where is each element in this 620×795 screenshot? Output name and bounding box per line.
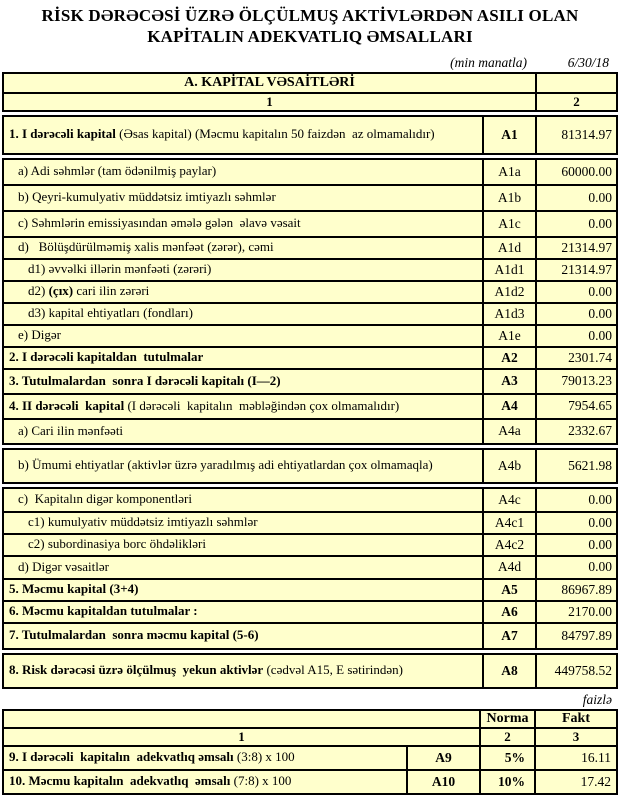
ratio-table [2, 709, 618, 795]
row-value-cell [535, 212, 616, 236]
row-code-text: A1c [498, 215, 521, 231]
row-value-text: 21314.97 [561, 261, 612, 277]
row-value-cell [535, 602, 616, 622]
row-value-cell [535, 238, 616, 258]
row-value-text: 0.00 [588, 559, 612, 574]
row-code-cell [482, 513, 535, 533]
row-code-cell [406, 771, 479, 793]
row-label-text: d1) əvvəlki illərin mənfəəti (zərəri) [28, 261, 212, 277]
capital-row-A1c [2, 210, 618, 238]
row-code-cell [482, 489, 535, 511]
row-code-text: A2 [501, 349, 518, 365]
row-label-text: 6. Məcmu kapitaldan tutulmalar : [9, 603, 198, 619]
row-label-cell [4, 348, 482, 368]
row-label-cell [4, 370, 482, 393]
row-value-cell [535, 186, 616, 210]
row-label-cell [4, 212, 482, 236]
ratio-column-number-3: 3 [534, 729, 616, 745]
row-code-cell [482, 655, 535, 687]
capital-row-A3 [2, 368, 618, 395]
row-value-text: 21314.97 [561, 239, 612, 255]
row-code-text: A4b [497, 457, 522, 473]
row-label-cell [4, 282, 482, 302]
row-label-text: 8. Risk dərəcəsi üzrə ölçülmuş yekun aktivlər (cədvəl A15, E sətirindən) [9, 662, 403, 678]
row-code-text: A4c2 [494, 536, 525, 552]
capital-row-A1e [2, 324, 618, 348]
row-value-text: 2332.67 [568, 423, 612, 438]
row-code-text: A4c [498, 491, 521, 507]
row-code-cell [406, 747, 479, 769]
row-value-text: 0.00 [588, 283, 612, 299]
capital-row-A4a [2, 418, 618, 445]
row-value-cell [535, 348, 616, 368]
row-value-cell [535, 420, 616, 443]
row-value-text: 0.00 [588, 189, 612, 205]
row-code-text: A1d [497, 239, 522, 255]
row-label-text: c) Səhmlərin emissiyasından əmələ gələn əlavə vəsait [18, 215, 301, 231]
page-title [2, 5, 618, 48]
row-code-cell [482, 117, 535, 153]
row-value-cell [535, 580, 616, 600]
row-code-text: A1e [498, 327, 521, 343]
capital-row-A1b [2, 184, 618, 212]
row-code-text: A1a [498, 163, 521, 179]
row-code-cell [482, 580, 535, 600]
row-code-text: A1d3 [494, 305, 525, 321]
capital-row-A1a [2, 158, 618, 186]
capital-row-A1d1 [2, 258, 618, 282]
row-value-text: 2170.00 [568, 603, 612, 619]
row-code-cell [482, 370, 535, 393]
row-label-cell [4, 747, 406, 769]
capital-table-section-header-row [2, 72, 618, 94]
row-value-cell [535, 535, 616, 555]
row-code-text: A10 [431, 773, 456, 789]
row-value-text: 0.00 [588, 536, 612, 552]
row-value-cell [535, 489, 616, 511]
page-title-line2: KAPİTALIN ADEKVATLIQ ƏMSALLARI [147, 27, 473, 47]
row-label-text: 5. Məcmu kapital (3+4) [9, 581, 139, 597]
row-code-text: A1b [497, 189, 522, 205]
row-label-text: 2. I dərəcəli kapitaldan tutulmalar [9, 349, 204, 365]
row-code-text: A6 [501, 603, 518, 619]
ratio-table-header-row [2, 709, 618, 729]
row-code-text: A3 [501, 373, 518, 388]
row-norma-text: 5% [504, 749, 525, 765]
row-value-text: 449758.52 [554, 662, 612, 678]
report-date: 6/30/18 [567, 54, 609, 70]
row-code-cell [482, 282, 535, 302]
row-value-text: 0.00 [588, 305, 612, 321]
row-norma-text: 10% [498, 773, 525, 789]
row-value-cell [535, 557, 616, 578]
row-label-cell [4, 260, 482, 280]
row-value-cell [535, 513, 616, 533]
row-value-cell [535, 655, 616, 687]
capital-row-A1d3 [2, 302, 618, 326]
row-value-text: 86967.89 [561, 581, 612, 597]
row-code-cell [482, 348, 535, 368]
row-label-text: e) Digər [18, 327, 61, 343]
capital-row-A7 [2, 622, 618, 650]
row-code-cell [482, 535, 535, 555]
row-label-cell [4, 655, 482, 687]
row-label-cell [4, 450, 482, 482]
row-code-text: A4a [498, 423, 521, 438]
meta-line [2, 55, 618, 71]
row-label-cell [4, 535, 482, 555]
capital-row-A4 [2, 393, 618, 420]
row-label-cell [4, 557, 482, 578]
row-label-cell [4, 304, 482, 324]
ratio-row-A9 [2, 745, 618, 771]
row-label-cell [4, 771, 406, 793]
row-value-cell [535, 450, 616, 482]
row-label-text: a) Adi səhmlər (tam ödənilmiş paylar) [18, 163, 217, 179]
row-value-text: 79013.23 [561, 373, 612, 388]
row-value-text: 0.00 [588, 491, 612, 507]
row-value-text: 0.00 [588, 215, 612, 231]
row-label-cell [4, 624, 482, 648]
section-header-empty-cell [535, 74, 616, 92]
row-value-text: 84797.89 [561, 627, 612, 643]
row-label-cell [4, 489, 482, 511]
row-code-text: A1d1 [494, 261, 525, 277]
row-code-text: A1 [501, 126, 518, 142]
row-value-cell [535, 282, 616, 302]
row-code-cell [482, 212, 535, 236]
row-code-cell [482, 557, 535, 578]
row-label-cell [4, 326, 482, 346]
capital-row-A1d [2, 236, 618, 260]
row-code-text: A8 [501, 662, 518, 678]
row-label-text: 4. II dərəcəli kapital (I dərəcəli kapitalın məbləğindən çox olmamalıdır) [9, 397, 400, 413]
row-value-cell [535, 326, 616, 346]
row-value-text: 7954.65 [568, 398, 612, 413]
row-value-cell [535, 117, 616, 153]
row-label-text: b) Ümumi ehtiyatlar (aktivlər üzrə yaradılmış adi ehtiyatlardan çox olmamaqla) [18, 457, 433, 473]
capital-table-column-number-row [2, 92, 618, 112]
row-code-cell [482, 450, 535, 482]
row-value-cell [535, 260, 616, 280]
unit-note: (min manatla) [450, 54, 527, 70]
row-code-cell [482, 160, 535, 184]
row-norma-cell [479, 747, 534, 769]
row-label-text: d) Digər vəsaitlər [18, 558, 109, 574]
row-code-cell [482, 624, 535, 648]
row-label-cell [4, 117, 482, 153]
section-header-cell: A. KAPİTAL VƏSAİTLƏRİ [184, 74, 355, 90]
capital-row-A8 [2, 653, 618, 689]
row-code-text: A4d [497, 559, 522, 574]
row-code-text: A4c1 [494, 514, 525, 530]
ratio-header-norma: Norma [479, 711, 534, 727]
row-label-cell [4, 160, 482, 184]
row-label-text: 3. Tutulmalardan sonra I dərəcəli kapitalı (I—2) [9, 372, 281, 388]
page-title-line1: RİSK DƏRƏCƏSİ ÜZRƏ ÖLÇÜLMUŞ AKTİVLƏRDƏN ASILI OLAN [41, 6, 579, 25]
capital-row-A1 [2, 115, 618, 155]
row-code-text: A7 [501, 627, 518, 643]
ratio-header-empty-cell [4, 711, 479, 727]
row-code-cell [482, 304, 535, 324]
capital-row-A4c1 [2, 511, 618, 535]
ratio-column-number-2: 2 [479, 729, 534, 745]
row-label-text: 9. I dərəcəli kapitalın adekvatlıq əmsalı (3:8) x 100 [9, 749, 295, 765]
row-fakt-text: 17.42 [580, 773, 611, 789]
ratio-header-fakt: Fakt [534, 711, 616, 727]
row-code-text: A5 [501, 581, 518, 597]
row-label-cell [4, 513, 482, 533]
row-label-text: 1. I dərəcəli kapital (Əsas kapital) (Məcmu kapitalın 50 faizdən az olmamalıdır) [9, 126, 435, 142]
row-code-text: A4 [501, 398, 518, 413]
row-value-text: 5621.98 [568, 457, 612, 473]
row-code-cell [482, 186, 535, 210]
capital-row-A4c2 [2, 533, 618, 557]
row-code-text: A9 [435, 749, 452, 765]
capital-row-A5 [2, 578, 618, 602]
capital-row-A2 [2, 346, 618, 370]
row-value-cell [535, 304, 616, 324]
row-norma-cell [479, 771, 534, 793]
row-code-cell [482, 420, 535, 443]
capital-row-A4d [2, 555, 618, 580]
row-code-cell [482, 238, 535, 258]
row-code-cell [482, 602, 535, 622]
row-code-text: A1d2 [494, 283, 525, 299]
row-label-cell [4, 580, 482, 600]
row-fakt-cell [534, 747, 616, 769]
row-label-cell [4, 186, 482, 210]
row-value-cell [535, 160, 616, 184]
row-value-cell [535, 395, 616, 418]
row-value-text: 0.00 [588, 514, 612, 530]
row-label-cell [4, 395, 482, 418]
row-label-text: b) Qeyri-kumulyativ müddətsiz imtiyazlı səhmlər [18, 189, 276, 205]
row-label-text: d2) (çıx) cari ilin zərəri [28, 283, 150, 299]
row-code-cell [482, 326, 535, 346]
capital-row-A4c [2, 487, 618, 513]
row-value-cell [535, 370, 616, 393]
row-label-cell [4, 238, 482, 258]
row-label-cell [4, 420, 482, 443]
row-value-text: 2301.74 [568, 349, 612, 365]
row-value-cell [535, 624, 616, 648]
column-number-1: 1 [266, 93, 273, 109]
row-label-text: a) Cari ilin mənfəəti [18, 422, 124, 438]
row-code-cell [482, 395, 535, 418]
row-value-text: 0.00 [588, 327, 612, 343]
row-label-text: 10. Məcmu kapitalın adekvatlıq əmsalı (7:8) x 100 [9, 773, 292, 789]
row-label-text: c1) kumulyativ müddətsiz imtiyazlı səhmlər [28, 514, 258, 530]
column-number-2: 2 [535, 94, 616, 110]
percent-unit-note: faizlə [582, 691, 612, 707]
row-label-text: d3) kapital ehtiyatları (fondları) [28, 305, 193, 321]
row-fakt-text: 16.11 [581, 749, 611, 765]
row-value-text: 81314.97 [561, 126, 612, 142]
capital-row-A1d2 [2, 280, 618, 304]
ratio-row-A10 [2, 769, 618, 795]
row-label-text: d) Bölüşdürülməmiş xalis mənfəət (zərər), cəmi [18, 239, 274, 255]
ratio-table-column-number-row [2, 727, 618, 747]
row-label-text: c2) subordinasiya borc öhdəlikləri [28, 536, 206, 552]
row-fakt-cell [534, 771, 616, 793]
capital-row-A6 [2, 600, 618, 624]
capital-row-A4b [2, 448, 618, 484]
row-label-cell [4, 602, 482, 622]
ratio-column-number-1: 1 [238, 728, 245, 744]
capital-table [2, 72, 618, 689]
row-label-text: c) Kapitalın digər komponentləri [18, 491, 193, 507]
row-value-text: 60000.00 [561, 163, 612, 179]
row-code-cell [482, 260, 535, 280]
row-label-text: 7. Tutulmalardan sonra məcmu kapital (5-6) [9, 627, 259, 643]
report-page [2, 0, 618, 795]
